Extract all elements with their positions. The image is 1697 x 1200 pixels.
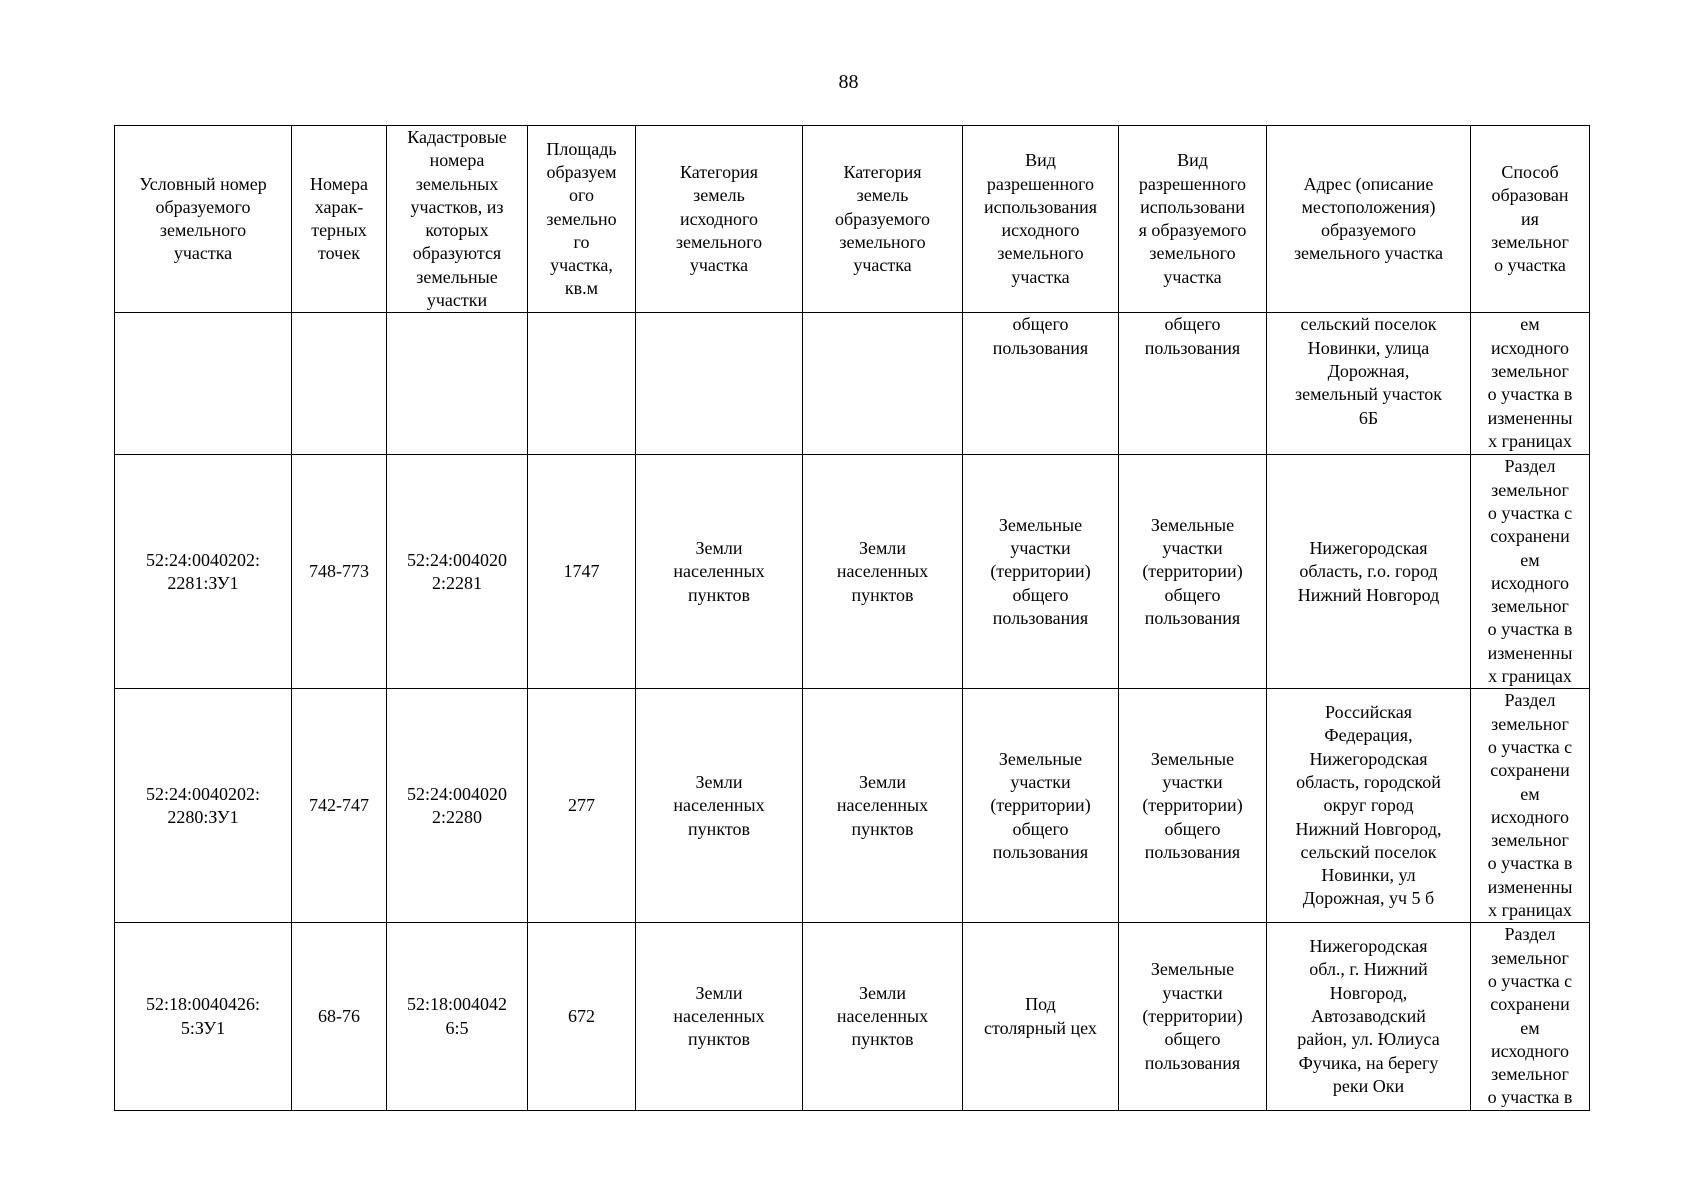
table-cell: 748-773 bbox=[292, 455, 387, 689]
table-cell: Земельные участки (территории) общего пользования bbox=[1119, 689, 1267, 923]
table-cell: Земельные участки (территории) общего пользования bbox=[1119, 923, 1267, 1110]
header-address: Адрес (описание местоположения) образуемого земельного участка bbox=[1267, 126, 1471, 313]
table-cell: 52:24:004020 2:2281 bbox=[387, 455, 528, 689]
land-plots-table bbox=[114, 125, 1590, 1111]
table-row bbox=[115, 313, 1590, 455]
table-cell: Раздел земельног о участка с сохранени ем исходного земельног о участка в измененны х границах bbox=[1471, 455, 1590, 689]
table-cell: 52:24:0040202: 2281:ЗУ1 bbox=[115, 455, 292, 689]
header-area: Площадь образуем ого земельно го участка, кв.м bbox=[528, 126, 636, 313]
table-cell: общего пользования bbox=[1119, 313, 1267, 455]
table-cell: Земельные участки (территории) общего пользования bbox=[963, 455, 1119, 689]
header-use-new: Вид разрешенного использовани я образуемого земельного участка bbox=[1119, 126, 1267, 313]
table-cell: общего пользования bbox=[963, 313, 1119, 455]
table-header-row bbox=[115, 126, 1590, 313]
table-cell: Земли населенных пунктов bbox=[636, 923, 803, 1110]
table-cell: 742-747 bbox=[292, 689, 387, 923]
header-category-new: Категория земель образуемого земельного участка bbox=[803, 126, 963, 313]
table-cell: 52:24:004020 2:2280 bbox=[387, 689, 528, 923]
header-cadastral-source: Кадастровые номера земельных участков, из которых образуются земельные участки bbox=[387, 126, 528, 313]
table-cell: Раздел земельног о участка с сохранени ем исходного земельног о участка в bbox=[1471, 923, 1590, 1110]
table-cell: Земли населенных пунктов bbox=[636, 455, 803, 689]
table-cell: 52:18:0040426: 5:ЗУ1 bbox=[115, 923, 292, 1110]
table-cell bbox=[803, 313, 963, 455]
table-cell: 277 bbox=[528, 689, 636, 923]
header-plot-number: Условный номер образуемого земельного участка bbox=[115, 126, 292, 313]
table-cell bbox=[292, 313, 387, 455]
table-row bbox=[115, 923, 1590, 1110]
table-cell: Земельные участки (территории) общего пользования bbox=[1119, 455, 1267, 689]
table-cell: Раздел земельног о участка с сохранени ем исходного земельног о участка в измененны х границах bbox=[1471, 689, 1590, 923]
table-cell: Земли населенных пунктов bbox=[803, 455, 963, 689]
table-cell: 52:24:0040202: 2280:ЗУ1 bbox=[115, 689, 292, 923]
table-cell: Земли населенных пунктов bbox=[636, 689, 803, 923]
table-cell: ем исходного земельног о участка в измененны х границах bbox=[1471, 313, 1590, 455]
table-cell: Российская Федерация, Нижегородская область, городской округ город Нижний Новгород, сельский поселок Новинки, ул Дорожная, уч 5 б bbox=[1267, 689, 1471, 923]
header-points: Номера харак- терных точек bbox=[292, 126, 387, 313]
table-cell: 52:18:004042 6:5 bbox=[387, 923, 528, 1110]
table-row bbox=[115, 455, 1590, 689]
table-cell: Нижегородская обл., г. Нижний Новгород, Автозаводский район, ул. Юлиуса Фучика, на берегу реки Оки bbox=[1267, 923, 1471, 1110]
table-row bbox=[115, 689, 1590, 923]
table-cell: Нижегородская область, г.о. город Нижний Новгород bbox=[1267, 455, 1471, 689]
table-cell bbox=[387, 313, 528, 455]
table-cell: сельский поселок Новинки, улица Дорожная, земельный участок 6Б bbox=[1267, 313, 1471, 455]
table-cell: 68-76 bbox=[292, 923, 387, 1110]
page-number: 88 bbox=[838, 71, 859, 93]
table-cell: 1747 bbox=[528, 455, 636, 689]
header-category-source: Категория земель исходного земельного участка bbox=[636, 126, 803, 313]
header-use-source: Вид разрешенного использования исходного земельного участка bbox=[963, 126, 1119, 313]
table-cell bbox=[636, 313, 803, 455]
table-cell: 672 bbox=[528, 923, 636, 1110]
table-cell: Земельные участки (территории) общего пользования bbox=[963, 689, 1119, 923]
table-cell bbox=[528, 313, 636, 455]
table-cell bbox=[115, 313, 292, 455]
table-cell: Под столярный цех bbox=[963, 923, 1119, 1110]
header-method: Способ образован ия земельног о участка bbox=[1471, 126, 1590, 313]
table-cell: Земли населенных пунктов bbox=[803, 923, 963, 1110]
table-cell: Земли населенных пунктов bbox=[803, 689, 963, 923]
